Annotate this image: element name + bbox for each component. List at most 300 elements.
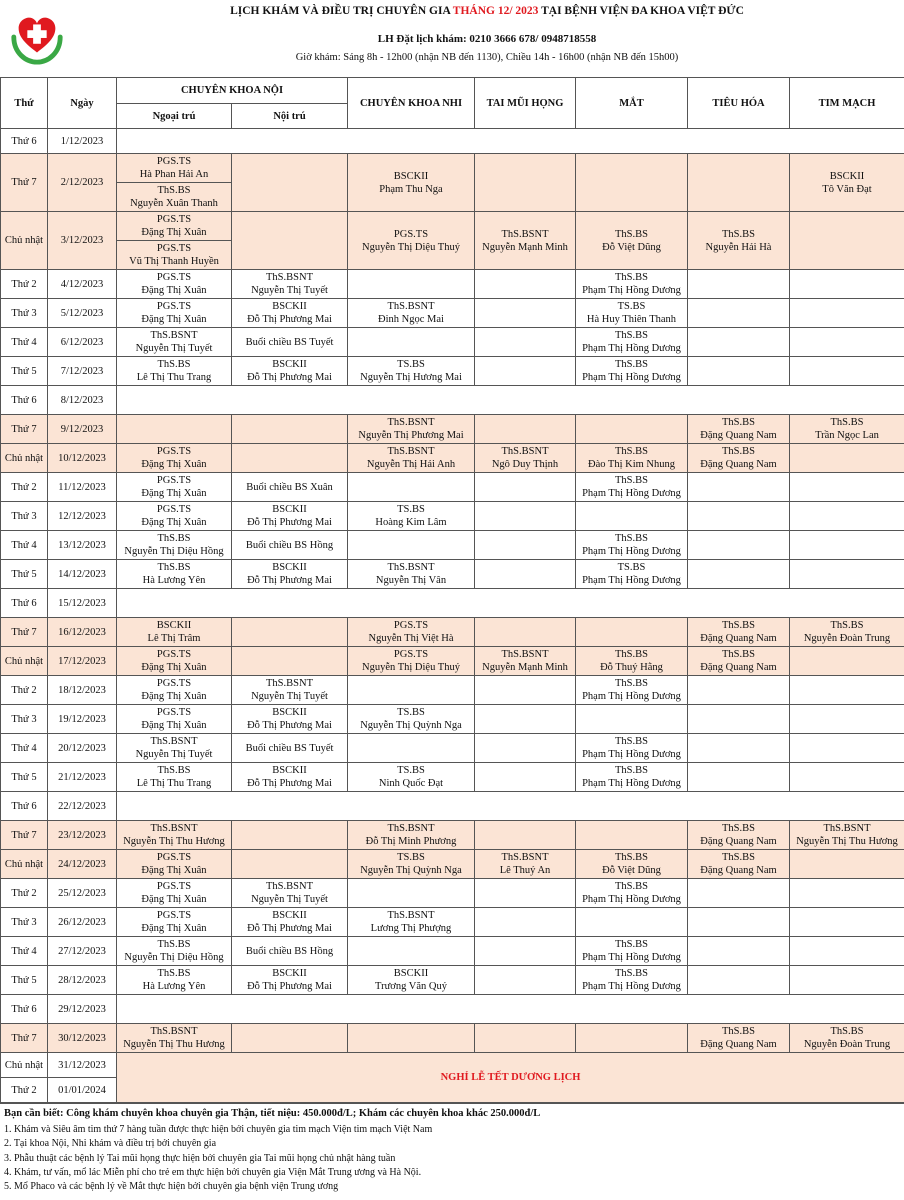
cell-doctor: ThS.BS Đặng Quang Nam <box>688 415 790 444</box>
cell-thu: Chủ nhật <box>1 850 48 879</box>
cell-doctor <box>475 966 576 995</box>
cell-doctor <box>790 705 904 734</box>
table-row <box>1 966 904 995</box>
cell-thu: Thứ 6 <box>1 792 48 821</box>
cell-ngay: 13/12/2023 <box>48 531 117 560</box>
cell-doctor <box>475 734 576 763</box>
cell-ngay: 3/12/2023 <box>48 212 117 270</box>
cell-doctor <box>576 1024 688 1053</box>
cell-doctor: ThS.BS Đặng Quang Nam <box>688 850 790 879</box>
cell-doctor <box>576 908 688 937</box>
cell-doctor: BSCKII Đỗ Thị Phương Mai <box>232 357 348 386</box>
table-row <box>1 792 904 821</box>
cell-doctor: ThS.BSNT Nguyễn Thị Tuyết <box>117 328 232 357</box>
cell-doctor: BSCKII Đỗ Thị Phương Mai <box>232 502 348 531</box>
cell-doctor: ThS.BS Phạm Thị Hồng Dương <box>576 357 688 386</box>
col-header-ngoai-tru: Ngoại trú <box>117 104 232 129</box>
cell-doctor: PGS.TS Đặng Thị Xuân <box>117 212 232 241</box>
cell-doctor: TS.BS Ninh Quốc Đạt <box>348 763 475 792</box>
cell-doctor: ThS.BS Đặng Quang Nam <box>688 444 790 473</box>
col-header-ngay: Ngày <box>48 78 117 129</box>
cell-ngay: 12/12/2023 <box>48 502 117 531</box>
cell-doctor: PGS.TS Đặng Thị Xuân <box>117 705 232 734</box>
cell-doctor: ThS.BSNT Đinh Ngọc Mai <box>348 299 475 328</box>
cell-doctor <box>688 560 790 589</box>
cell-doctor <box>576 502 688 531</box>
cell-doctor: ThS.BS Nguyễn Thị Diệu Hồng <box>117 531 232 560</box>
cell-doctor <box>688 908 790 937</box>
cell-doctor: ThS.BS Đào Thị Kim Nhung <box>576 444 688 473</box>
cell-ngay: 29/12/2023 <box>48 995 117 1024</box>
cell-ngay: 25/12/2023 <box>48 879 117 908</box>
cell-doctor: TS.BS Hoàng Kim Lâm <box>348 502 475 531</box>
cell-doctor <box>790 908 904 937</box>
fee-note: Bạn cần biết: Công khám chuyên khoa chuyên gia Thận, tiết niệu: 450.000đ/L; Khám các chuyên khoa khác 250.000đ/L <box>0 1103 904 1123</box>
cell-doctor <box>790 357 904 386</box>
cell-doctor: ThS.BSNT Nguyễn Mạnh Minh <box>475 647 576 676</box>
cell-thu: Thứ 4 <box>1 734 48 763</box>
cell-doctor <box>790 473 904 502</box>
col-header-mat: MẮT <box>576 78 688 129</box>
cell-doctor <box>576 705 688 734</box>
cell-doctor <box>576 618 688 647</box>
cell-doctor <box>790 328 904 357</box>
cell-doctor: ThS.BS Phạm Thị Hồng Dương <box>576 270 688 299</box>
cell-thu: Thứ 2 <box>1 473 48 502</box>
table-row <box>1 502 904 531</box>
cell-thu: Thứ 5 <box>1 966 48 995</box>
table-row <box>1 444 904 473</box>
cell-doctor: BSCKII Lê Thị Trâm <box>117 618 232 647</box>
cell-doctor: TS.BS Phạm Thị Hồng Dương <box>576 560 688 589</box>
cell-ngay: 23/12/2023 <box>48 821 117 850</box>
cell-thu: Thứ 4 <box>1 328 48 357</box>
cell-doctor: ThS.BSNT Lương Thị Phượng <box>348 908 475 937</box>
cell-doctor: PGS.TS Đặng Thị Xuân <box>117 676 232 705</box>
cell-doctor <box>790 676 904 705</box>
cell-doctor <box>475 908 576 937</box>
cell-doctor <box>688 299 790 328</box>
cell-doctor: ThS.BSNT Nguyễn Thị Thu Hương <box>790 821 904 850</box>
cell-doctor: Buổi chiều BS Hồng <box>232 531 348 560</box>
cell-doctor <box>688 473 790 502</box>
table-row <box>1 937 904 966</box>
cell-doctor: ThS.BSNT Nguyễn Thị Hải Anh <box>348 444 475 473</box>
cell-doctor <box>232 154 348 212</box>
cell-doctor: ThS.BS Phạm Thị Hồng Dương <box>576 531 688 560</box>
cell-doctor <box>688 270 790 299</box>
cell-doctor <box>790 850 904 879</box>
cell-doctor: ThS.BS Phạm Thị Hồng Dương <box>576 676 688 705</box>
cell-thu: Thứ 3 <box>1 705 48 734</box>
table-row <box>1 531 904 560</box>
cell-doctor: ThS.BS Phạm Thị Hồng Dương <box>576 763 688 792</box>
cell-thu: Thứ 6 <box>1 386 48 415</box>
cell-doctor: ThS.BS Đỗ Việt Dũng <box>576 850 688 879</box>
cell-thu: Chủ nhật <box>1 647 48 676</box>
cell-doctor: PGS.TS Đặng Thị Xuân <box>117 908 232 937</box>
cell-doctor <box>790 879 904 908</box>
cell-doctor <box>790 531 904 560</box>
cell-ngay: 1/12/2023 <box>48 129 117 154</box>
cell-doctor <box>475 415 576 444</box>
table-row <box>1 850 904 879</box>
cell-doctor <box>475 879 576 908</box>
cell-doctor <box>348 879 475 908</box>
cell-thu: Thứ 4 <box>1 531 48 560</box>
page-title: LỊCH KHÁM VÀ ĐIỀU TRỊ CHUYÊN GIA THÁNG 12/ 2023 TẠI BỆNH VIỆN ĐA KHOA VIỆT ĐỨC <box>230 5 744 17</box>
cell-ngay: 6/12/2023 <box>48 328 117 357</box>
cell-doctor: ThS.BS Trần Ngọc Lan <box>790 415 904 444</box>
cell-doctor: Buổi chiều BS Hồng <box>232 937 348 966</box>
cell-ngay: 31/12/2023 <box>48 1053 117 1078</box>
cell-ngay: 27/12/2023 <box>48 937 117 966</box>
cell-doctor <box>475 1024 576 1053</box>
cell-doctor <box>475 299 576 328</box>
cell-doctor <box>232 850 348 879</box>
cell-doctor: ThS.BSNT Nguyễn Thị Thu Hương <box>117 1024 232 1053</box>
table-row <box>1 1053 904 1078</box>
cell-doctor <box>688 734 790 763</box>
cell-doctor: BSCKII Trương Văn Quý <box>348 966 475 995</box>
table-row <box>1 879 904 908</box>
cell-doctor: ThS.BSNT Ngô Duy Thịnh <box>475 444 576 473</box>
cell-doctor: BSCKII Phạm Thu Nga <box>348 154 475 212</box>
cell-thu: Thứ 4 <box>1 937 48 966</box>
holiday-cell: NGHỈ LỄ TẾT DƯƠNG LỊCH <box>117 1053 904 1103</box>
cell-doctor: BSCKII Đỗ Thị Phương Mai <box>232 299 348 328</box>
cell-doctor: ThS.BS Nguyễn Xuân Thanh <box>117 183 232 212</box>
cell-doctor: ThS.BS Hà Lương Yên <box>117 560 232 589</box>
cell-doctor: TS.BS Nguyễn Thị Hương Mai <box>348 357 475 386</box>
table-row <box>1 386 904 415</box>
cell-doctor <box>348 1024 475 1053</box>
cell-doctor: Buổi chiều BS Xuân <box>232 473 348 502</box>
cell-ngay: 16/12/2023 <box>48 618 117 647</box>
cell-doctor: PGS.TS Đặng Thị Xuân <box>117 850 232 879</box>
cell-doctor <box>348 531 475 560</box>
cell-doctor: ThS.BS Lê Thị Thu Trang <box>117 357 232 386</box>
cell-thu: Chủ nhật <box>1 212 48 270</box>
cell-doctor <box>790 270 904 299</box>
cell-doctor: ThS.BS Hà Lương Yên <box>117 966 232 995</box>
cell-thu: Thứ 2 <box>1 676 48 705</box>
cell-doctor: ThS.BSNT Nguyễn Mạnh Minh <box>475 212 576 270</box>
table-row <box>1 560 904 589</box>
cell-doctor: ThS.BS Đặng Quang Nam <box>688 647 790 676</box>
cell-doctor <box>232 444 348 473</box>
cell-ngay: 4/12/2023 <box>48 270 117 299</box>
cell-doctor <box>688 676 790 705</box>
cell-ngay: 20/12/2023 <box>48 734 117 763</box>
table-row <box>1 415 904 444</box>
hospital-logo-icon <box>8 8 66 66</box>
cell-doctor: ThS.BS Đặng Quang Nam <box>688 821 790 850</box>
cell-thu: Thứ 2 <box>1 270 48 299</box>
cell-doctor <box>576 154 688 212</box>
cell-doctor <box>790 212 904 270</box>
table-row <box>1 270 904 299</box>
col-header-thu: Thứ <box>1 78 48 129</box>
cell-doctor <box>790 937 904 966</box>
table-row <box>1 734 904 763</box>
col-header-tieuhoa: TIÊU HÓA <box>688 78 790 129</box>
cell-doctor: ThS.BS Nguyễn Thị Diệu Hồng <box>117 937 232 966</box>
cell-doctor: ThS.BS Phạm Thị Hồng Dương <box>576 473 688 502</box>
cell-ngay: 14/12/2023 <box>48 560 117 589</box>
cell-doctor <box>790 647 904 676</box>
cell-doctor <box>576 415 688 444</box>
cell-doctor <box>688 966 790 995</box>
cell-thu: Thứ 5 <box>1 357 48 386</box>
cell-doctor <box>348 328 475 357</box>
cell-doctor <box>475 473 576 502</box>
col-header-noi: CHUYÊN KHOA NỘI <box>117 78 348 104</box>
cell-doctor <box>688 763 790 792</box>
cell-doctor: PGS.TS Đặng Thị Xuân <box>117 647 232 676</box>
table-row <box>1 995 904 1024</box>
cell-doctor <box>117 415 232 444</box>
cell-doctor: ThS.BSNT Nguyễn Thị Tuyết <box>232 879 348 908</box>
cell-doctor <box>348 473 475 502</box>
cell-thu: Thứ 2 <box>1 879 48 908</box>
cell-doctor <box>688 328 790 357</box>
cell-doctor <box>232 821 348 850</box>
cell-doctor <box>475 154 576 212</box>
cell-doctor: TS.BS Nguyễn Thị Quỳnh Nga <box>348 705 475 734</box>
cell-doctor <box>475 270 576 299</box>
table-row <box>1 154 904 183</box>
cell-empty <box>117 129 904 154</box>
cell-doctor: PGS.TS Đặng Thị Xuân <box>117 270 232 299</box>
table-row <box>1 647 904 676</box>
cell-doctor <box>688 705 790 734</box>
cell-doctor: ThS.BS Phạm Thị Hồng Dương <box>576 328 688 357</box>
cell-ngay: 26/12/2023 <box>48 908 117 937</box>
cell-doctor: ThS.BS Nguyễn Hải Hà <box>688 212 790 270</box>
cell-doctor <box>475 705 576 734</box>
cell-ngay: 22/12/2023 <box>48 792 117 821</box>
col-header-nhi: CHUYÊN KHOA NHI <box>348 78 475 129</box>
note-item: 5. Mổ Phaco và các bệnh lý về Mắt thực hiện bởi chuyên gia bệnh viện Trung ương <box>4 1181 339 1193</box>
cell-thu: Thứ 7 <box>1 821 48 850</box>
cell-doctor <box>790 560 904 589</box>
cell-ngay: 18/12/2023 <box>48 676 117 705</box>
cell-doctor: PGS.TS Nguyễn Thị Diệu Thuý <box>348 212 475 270</box>
table-row <box>1 705 904 734</box>
table-row <box>1 821 904 850</box>
cell-doctor: BSCKII Đỗ Thị Phương Mai <box>232 705 348 734</box>
cell-doctor: ThS.BS Nguyễn Đoàn Trung <box>790 1024 904 1053</box>
col-header-noi-tru: Nội trú <box>232 104 348 129</box>
cell-doctor: BSCKII Đỗ Thị Phương Mai <box>232 560 348 589</box>
cell-doctor <box>232 618 348 647</box>
cell-doctor: ThS.BS Lê Thị Thu Trang <box>117 763 232 792</box>
cell-doctor <box>475 763 576 792</box>
cell-doctor <box>790 734 904 763</box>
cell-thu: Thứ 3 <box>1 908 48 937</box>
cell-doctor <box>790 444 904 473</box>
cell-doctor: ThS.BSNT Nguyễn Thị Phương Mai <box>348 415 475 444</box>
cell-ngay: 19/12/2023 <box>48 705 117 734</box>
cell-doctor: TS.BS Nguyễn Thị Quỳnh Nga <box>348 850 475 879</box>
cell-ngay: 2/12/2023 <box>48 154 117 212</box>
cell-thu: Thứ 7 <box>1 618 48 647</box>
table-row <box>1 908 904 937</box>
cell-doctor <box>348 937 475 966</box>
cell-doctor: ThS.BS Đặng Quang Nam <box>688 618 790 647</box>
table-row <box>1 473 904 502</box>
cell-ngay: 01/01/2024 <box>48 1078 117 1103</box>
cell-doctor: Buổi chiều BS Tuyết <box>232 734 348 763</box>
cell-doctor: BSCKII Đỗ Thị Phương Mai <box>232 908 348 937</box>
cell-doctor: ThS.BS Phạm Thị Hồng Dương <box>576 734 688 763</box>
cell-doctor: BSCKII Tô Văn Đạt <box>790 154 904 212</box>
col-header-timmach: TIM MẠCH <box>790 78 904 129</box>
cell-doctor <box>348 676 475 705</box>
cell-doctor <box>688 531 790 560</box>
cell-doctor <box>348 734 475 763</box>
cell-thu: Thứ 6 <box>1 995 48 1024</box>
cell-doctor: ThS.BSNT Đỗ Thị Minh Phương <box>348 821 475 850</box>
cell-ngay: 10/12/2023 <box>48 444 117 473</box>
cell-doctor <box>688 357 790 386</box>
cell-doctor: PGS.TS Đặng Thị Xuân <box>117 502 232 531</box>
cell-doctor: ThS.BS Nguyễn Đoàn Trung <box>790 618 904 647</box>
cell-doctor <box>475 618 576 647</box>
cell-doctor: PGS.TS Đặng Thị Xuân <box>117 473 232 502</box>
cell-doctor <box>232 415 348 444</box>
cell-ngay: 15/12/2023 <box>48 589 117 618</box>
cell-thu: Thứ 5 <box>1 763 48 792</box>
cell-doctor <box>688 937 790 966</box>
cell-doctor: ThS.BS Phạm Thị Hồng Dương <box>576 879 688 908</box>
footer-notes <box>0 1103 904 1194</box>
note-item: 2. Tại khoa Nội, Nhi khám và điều trị bởi chuyên gia <box>4 1138 217 1150</box>
cell-doctor: ThS.BSNT Nguyễn Thị Thu Hương <box>117 821 232 850</box>
cell-empty <box>117 589 904 618</box>
table-row <box>1 676 904 705</box>
table-row <box>1 589 904 618</box>
cell-empty <box>117 792 904 821</box>
cell-ngay: 8/12/2023 <box>48 386 117 415</box>
table-row <box>1 328 904 357</box>
cell-doctor <box>790 299 904 328</box>
cell-doctor <box>475 502 576 531</box>
cell-ngay: 17/12/2023 <box>48 647 117 676</box>
cell-doctor <box>688 502 790 531</box>
table-row <box>1 357 904 386</box>
cell-thu: Chủ nhật <box>1 1053 48 1078</box>
page-header <box>0 0 904 77</box>
cell-thu: Thứ 7 <box>1 415 48 444</box>
table-row <box>1 129 904 154</box>
cell-doctor: ThS.BSNT Lê Thuý An <box>475 850 576 879</box>
note-item: 1. Khám và Siêu âm tim thứ 7 hàng tuần được thực hiện bởi chuyên gia tim mạch Viện tim mạch Việt Nam <box>4 1124 433 1135</box>
cell-doctor: PGS.TS Đặng Thị Xuân <box>117 879 232 908</box>
cell-doctor <box>475 937 576 966</box>
cell-ngay: 30/12/2023 <box>48 1024 117 1053</box>
cell-doctor: BSCKII Đỗ Thị Phương Mai <box>232 966 348 995</box>
cell-ngay: 5/12/2023 <box>48 299 117 328</box>
cell-doctor: ThS.BS Đặng Quang Nam <box>688 1024 790 1053</box>
cell-doctor: BSCKII Đỗ Thị Phương Mai <box>232 763 348 792</box>
cell-doctor <box>475 328 576 357</box>
cell-doctor: PGS.TS Hà Phan Hải An <box>117 154 232 183</box>
note-item: 3. Phẫu thuật các bệnh lý Tai mũi họng thực hiện bởi chuyên gia Tai mũi họng chủ nhật hàng tuần <box>4 1152 396 1164</box>
cell-doctor: PGS.TS Vũ Thị Thanh Huyền <box>117 241 232 270</box>
cell-ngay: 21/12/2023 <box>48 763 117 792</box>
cell-doctor: ThS.BS Phạm Thị Hồng Dương <box>576 966 688 995</box>
table-row <box>1 763 904 792</box>
cell-doctor: ThS.BSNT Nguyễn Thị Tuyết <box>117 734 232 763</box>
table-row <box>1 299 904 328</box>
cell-empty <box>117 995 904 1024</box>
cell-doctor: PGS.TS Đặng Thị Xuân <box>117 444 232 473</box>
cell-doctor <box>790 502 904 531</box>
cell-doctor: ThS.BS Đỗ Thuý Hằng <box>576 647 688 676</box>
cell-ngay: 7/12/2023 <box>48 357 117 386</box>
schedule-table <box>0 77 904 1103</box>
cell-thu: Chủ nhật <box>1 444 48 473</box>
table-row <box>1 618 904 647</box>
cell-doctor <box>475 531 576 560</box>
cell-doctor <box>348 270 475 299</box>
cell-thu: Thứ 5 <box>1 560 48 589</box>
cell-thu: Thứ 6 <box>1 129 48 154</box>
col-header-tmh: TAI MŨI HỌNG <box>475 78 576 129</box>
cell-doctor <box>475 560 576 589</box>
cell-doctor <box>232 212 348 270</box>
cell-thu: Thứ 6 <box>1 589 48 618</box>
cell-thu: Thứ 3 <box>1 502 48 531</box>
cell-doctor: ThS.BSNT Nguyễn Thị Vân <box>348 560 475 589</box>
cell-doctor: ThS.BS Phạm Thị Hồng Dương <box>576 937 688 966</box>
cell-doctor <box>790 763 904 792</box>
cell-doctor <box>475 676 576 705</box>
cell-doctor: PGS.TS Nguyễn Thị Diệu Thuý <box>348 647 475 676</box>
hours-line: Giờ khám: Sáng 8h - 12h00 (nhận NB đến 1130), Chiều 14h - 16h00 (nhận NB đến 15h00) <box>295 52 679 63</box>
cell-ngay: 9/12/2023 <box>48 415 117 444</box>
cell-doctor <box>475 357 576 386</box>
cell-doctor: ThS.BS Đỗ Việt Dũng <box>576 212 688 270</box>
cell-doctor <box>790 966 904 995</box>
table-row <box>1 212 904 241</box>
cell-doctor <box>688 154 790 212</box>
cell-doctor: ThS.BSNT Nguyễn Thị Tuyết <box>232 676 348 705</box>
contact-line: LH Đặt lịch khám: 0210 3666 678/ 0948718558 <box>377 33 597 45</box>
note-item: 4. Khám, tư vấn, mổ lác Miễn phí cho trẻ em thực hiện bởi chuyên gia Viện Mắt Trung ương và Hà Nội. <box>4 1166 422 1178</box>
cell-ngay: 11/12/2023 <box>48 473 117 502</box>
cell-thu: Thứ 7 <box>1 1024 48 1053</box>
cell-doctor: PGS.TS Đặng Thị Xuân <box>117 299 232 328</box>
cell-doctor <box>576 821 688 850</box>
cell-ngay: 28/12/2023 <box>48 966 117 995</box>
cell-thu: Thứ 3 <box>1 299 48 328</box>
cell-thu: Thứ 2 <box>1 1078 48 1103</box>
cell-doctor <box>475 821 576 850</box>
cell-doctor <box>688 879 790 908</box>
cell-doctor: ThS.BSNT Nguyễn Thị Tuyết <box>232 270 348 299</box>
cell-doctor: PGS.TS Nguyễn Thị Việt Hà <box>348 618 475 647</box>
cell-doctor: Buổi chiều BS Tuyết <box>232 328 348 357</box>
cell-doctor <box>232 1024 348 1053</box>
cell-ngay: 24/12/2023 <box>48 850 117 879</box>
cell-thu: Thứ 7 <box>1 154 48 212</box>
cell-doctor <box>232 647 348 676</box>
schedule-body <box>1 129 904 1103</box>
cell-empty <box>117 386 904 415</box>
